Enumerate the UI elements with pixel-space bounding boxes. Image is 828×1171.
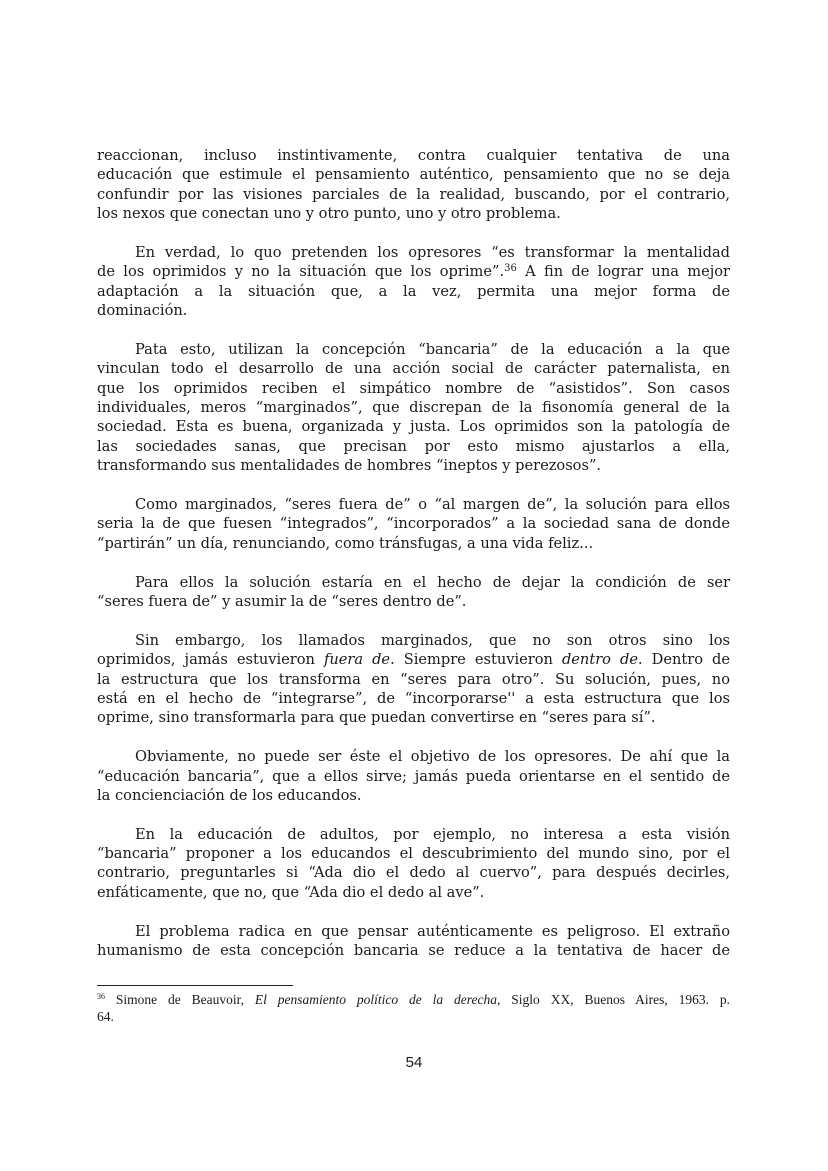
text-run: vinculan todo el desarrollo de una acción social de carácter paternalista, en <box>97 360 730 378</box>
text-line <box>97 417 730 436</box>
text-line <box>97 708 730 727</box>
text-line <box>97 514 730 533</box>
text-run: confundir por las visiones parciales de la realidad, buscando, por el contrario, <box>97 185 730 203</box>
paragraph <box>97 922 730 961</box>
footnote-reference: 36 <box>504 263 517 275</box>
text-line <box>97 379 730 398</box>
text-run: oprime, sino transformarla para que puedan convertirse en “seres para sí”. <box>97 709 656 727</box>
text-line <box>97 573 730 592</box>
text-run: enfáticamente, que no, que “Ada dio el dedo al ave”. <box>97 883 485 901</box>
text-line <box>97 786 730 805</box>
text-run: que los oprimidos reciben el simpático nombre de “asistidos”. Son casos <box>97 379 730 397</box>
text-line <box>97 941 730 960</box>
footnote-number: 36 <box>97 992 105 1001</box>
text-line <box>97 398 730 417</box>
text-run: educación que estimule el pensamiento auténtico, pensamiento que no se deja <box>97 166 730 184</box>
footnote-separator <box>97 985 293 986</box>
paragraph <box>97 631 730 728</box>
text-run: “partirán” un día, renunciando, como tránsfugas, a una vida feliz... <box>97 534 594 552</box>
text-run: Como marginados, “seres fuera de” o “al margen de”, la solución para ellos <box>135 496 730 514</box>
text-run: En la educación de adultos, por ejemplo, no interesa a esta visión <box>135 825 730 843</box>
text-line <box>97 456 730 475</box>
text-run: la estructura que los transforma en “seres para otro”. Su solución, pues, no <box>97 670 730 688</box>
text-run: de los oprimidos y no la situación que los oprime”. <box>97 263 505 281</box>
text-line <box>97 204 730 223</box>
text-run: los nexos que conectan uno y otro punto, uno y otro problema. <box>97 205 561 223</box>
text-run: transformando sus mentalidades de hombres “ineptos y perezosos”. <box>97 457 602 475</box>
text-run: Siempre estuvieron <box>394 651 562 669</box>
text-line <box>97 650 730 669</box>
text-run: Sin embargo, los llamados marginados, que no son otros sino los <box>135 631 730 649</box>
body-text <box>97 146 730 980</box>
footnote-line-2: 64. <box>97 1009 114 1024</box>
text-run: adaptación a la situación que, a la vez, permita una mejor forma de <box>97 282 730 300</box>
paragraph <box>97 495 730 553</box>
text-line <box>97 340 730 359</box>
footnote-author: Simone de Beauvoir, <box>105 992 255 1007</box>
text-line <box>97 689 730 708</box>
text-run: “bancaria” proponer a los educandos el descubrimiento del mundo sino, por el <box>97 845 730 863</box>
page-number: 54 <box>405 1054 423 1071</box>
text-run: reaccionan, incluso instintivamente, contra cualquier tentativa de una <box>97 147 730 164</box>
paragraph <box>97 825 730 903</box>
paragraph <box>97 573 730 612</box>
text-line <box>97 863 730 882</box>
text-run: Para ellos la solución estaría en el hecho de dejar la condición de ser <box>135 573 730 591</box>
text-line <box>97 883 730 902</box>
text-run: está en el hecho de “integrarse”, de “incorporarse'' a esta estructura que los <box>97 689 730 707</box>
text-line <box>97 844 730 863</box>
text-line <box>97 185 730 204</box>
text-line <box>97 243 730 262</box>
footnote-title: El pensamiento político de la derecha, <box>254 992 501 1007</box>
text-run: Obviamente, no puede ser éste el objetivo de los opresores. De ahí que la <box>135 748 730 766</box>
text-line <box>97 301 730 320</box>
paragraph <box>97 747 730 805</box>
text-line <box>97 747 730 766</box>
text-line <box>97 592 730 611</box>
text-run: las sociedades sanas, que precisan por esto mismo ajustarlos a ella, <box>97 437 730 455</box>
text-line <box>97 631 730 650</box>
text-run: sociedad. Esta es buena, organizada y justa. Los oprimidos son la patología de <box>97 418 730 436</box>
text-line <box>97 262 730 281</box>
text-line <box>97 437 730 456</box>
text-run: A fin de lograr una mejor <box>516 263 730 281</box>
text-run: dominación. <box>97 302 188 320</box>
paragraph <box>97 243 730 321</box>
text-line <box>97 767 730 786</box>
footnote-line-1 <box>97 991 730 1008</box>
text-line <box>97 495 730 514</box>
paragraph <box>97 146 730 224</box>
text-line <box>97 282 730 301</box>
text-run: Dentro de <box>642 651 730 669</box>
text-line <box>97 670 730 689</box>
text-line <box>97 165 730 184</box>
text-line <box>97 359 730 378</box>
text-run: individuales, meros “marginados”, que discrepan de la fisonomía general de la <box>97 399 730 417</box>
text-line <box>97 146 730 165</box>
text-run: contrario, preguntarles si “Ada dio el dedo al cuervo”, para después decirles, <box>97 864 730 882</box>
text-run: El problema radica en que pensar auténticamente es peligroso. El extraño <box>135 922 730 940</box>
text-run: oprimidos, jamás estuvieron <box>97 651 324 669</box>
text-run: “seres fuera de” y asumir la de “seres dentro de”. <box>97 592 467 610</box>
footnote-publisher: Siglo XX, Buenos Aires, 1963. p. <box>500 992 730 1007</box>
text-run: “educación bancaria”, que a ellos sirve; jamás pueda orientarse en el sentido de <box>97 767 730 785</box>
text-run: Pata esto, utilizan la concepción “bancaria” de la educación a la que <box>135 340 730 358</box>
text-run: humanismo de esta concepción bancaria se reduce a la tentativa de hacer de <box>97 942 730 960</box>
paragraph <box>97 340 730 476</box>
italic-text: dentro de. <box>561 651 643 669</box>
text-run: la concienciación de los educandos. <box>97 786 362 804</box>
text-line <box>97 534 730 553</box>
text-line <box>97 922 730 941</box>
text-run: seria la de que fuesen “integrados”, “incorporados” a la sociedad sana de donde <box>97 515 730 533</box>
italic-text: fuera de. <box>323 651 395 669</box>
text-run: En verdad, lo quo pretenden los opresores “es transformar la mentalidad <box>135 243 730 261</box>
footnote <box>97 991 730 1025</box>
text-line <box>97 825 730 844</box>
